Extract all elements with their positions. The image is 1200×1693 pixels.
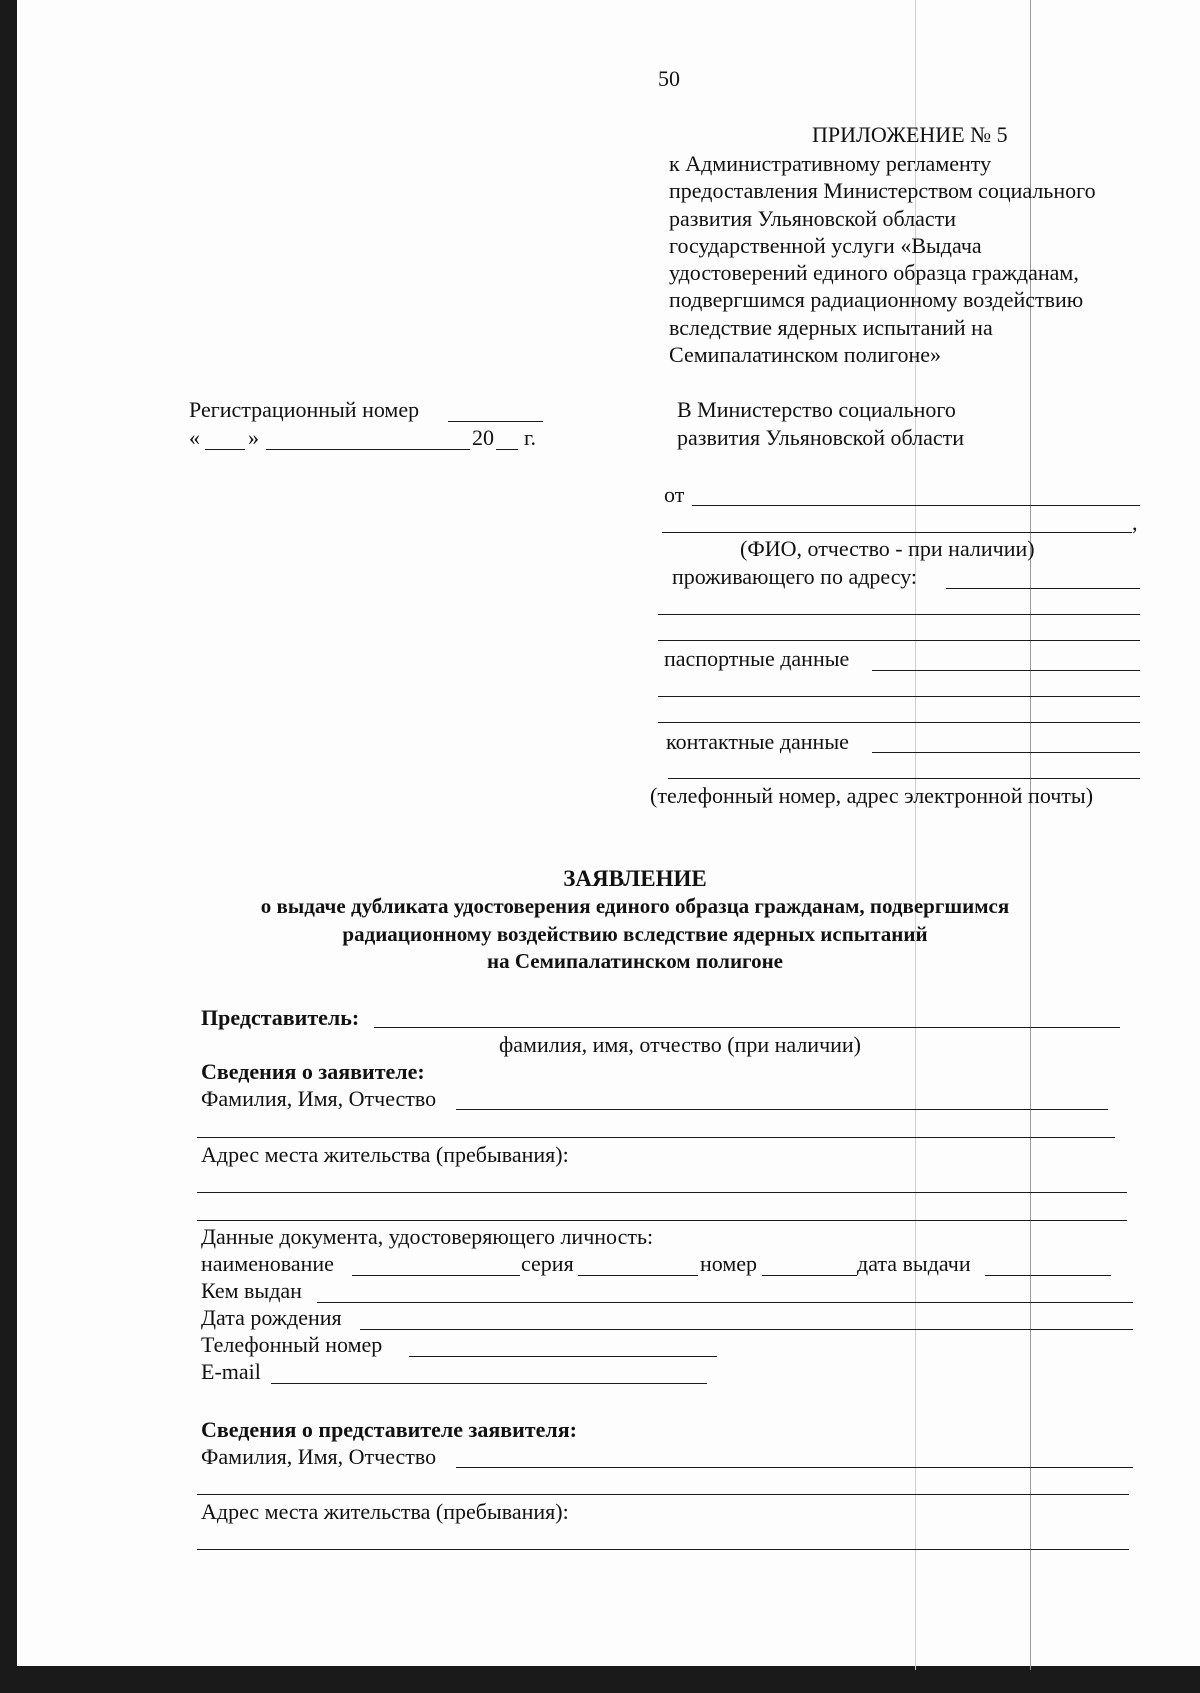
phone-field[interactable]: [409, 1356, 717, 1357]
registration-month-field[interactable]: [266, 449, 470, 450]
applicant-heading: Сведения о заявителе:: [201, 1059, 425, 1084]
doc-series-field[interactable]: [578, 1275, 698, 1276]
appendix-line: Семипалатинском полигоне»: [669, 342, 942, 368]
applicant-residence-field-line-2[interactable]: [197, 1220, 1127, 1221]
rep-fio-field[interactable]: [456, 1467, 1133, 1468]
doc-series-label: серия: [521, 1251, 574, 1276]
issued-by-label: Кем выдан: [201, 1278, 302, 1303]
passport-field-line-3[interactable]: [658, 722, 1140, 723]
email-label: E-mail: [201, 1359, 261, 1384]
registration-year-prefix: 20: [472, 425, 494, 450]
appendix-line: предоставления Министерством социального: [669, 178, 1096, 204]
doc-name-label: наименование: [201, 1251, 334, 1276]
from-field-line-2[interactable]: [662, 532, 1132, 533]
statement-title: ЗАЯВЛЕНИЕ: [563, 866, 707, 891]
representative-field[interactable]: [374, 1027, 1120, 1028]
addressee-line-1: В Министерство социального: [677, 397, 956, 422]
registration-day-field[interactable]: [205, 449, 245, 450]
applicant-fio-field-line-2[interactable]: [197, 1137, 1115, 1138]
appendix-title: ПРИЛОЖЕНИЕ № 5: [812, 122, 1008, 147]
addressee-line-2: развития Ульяновской области: [677, 425, 965, 450]
contacts-field-line-2[interactable]: [668, 778, 1140, 779]
appendix-line: подвергшимся радиационному воздействию: [669, 287, 1084, 313]
passport-field-line-2[interactable]: [658, 696, 1140, 697]
registration-number-label: Регистрационный номер: [189, 397, 420, 422]
appendix-text: [669, 150, 1096, 368]
address-field-line-2[interactable]: [658, 614, 1140, 615]
applicant-residence-field[interactable]: [197, 1192, 1127, 1193]
issued-by-field[interactable]: [317, 1302, 1133, 1303]
scan-border-bottom: [0, 1666, 1200, 1693]
appendix-line: удостоверений единого образца гражданам,: [669, 260, 1079, 286]
statement-subtitle-3: на Семипалатинском полигоне: [487, 949, 783, 973]
passport-label: паспортные данные: [664, 646, 850, 671]
contacts-label: контактные данные: [666, 729, 849, 754]
phone-label: Телефонный номер: [201, 1332, 383, 1357]
birth-date-label: Дата рождения: [201, 1305, 342, 1330]
doc-date-label: дата выдачи: [857, 1251, 971, 1276]
fio-hint: (ФИО, отчество - при наличии): [740, 536, 1035, 561]
rep-residence-field[interactable]: [197, 1549, 1129, 1550]
rep-fio-field-line-2[interactable]: [197, 1494, 1129, 1495]
address-field[interactable]: [946, 588, 1140, 589]
email-field[interactable]: [271, 1383, 707, 1384]
appendix-line: к Административному регламенту: [669, 151, 992, 176]
doc-name-field[interactable]: [352, 1275, 520, 1276]
rep-residence-label: Адрес места жительства (пребывания):: [201, 1499, 569, 1524]
rep-heading: Сведения о представителе заявителя:: [201, 1417, 577, 1442]
registration-close-quote: »: [248, 425, 259, 450]
doc-number-field[interactable]: [762, 1275, 857, 1276]
doc-date-field[interactable]: [985, 1275, 1111, 1276]
representative-label: Представитель:: [201, 1005, 360, 1030]
appendix-line: развития Ульяновской области: [669, 205, 957, 231]
contacts-hint: (телефонный номер, адрес электронной почты): [650, 783, 1094, 808]
from-label: от: [664, 482, 685, 507]
applicant-fio-label: Фамилия, Имя, Отчество: [201, 1086, 437, 1111]
statement-subtitle-1: о выдаче дубликата удостоверения единого образца гражданам, подвергшимся: [260, 894, 1010, 918]
birth-date-field[interactable]: [360, 1329, 1133, 1330]
address-field-line-3[interactable]: [658, 640, 1140, 641]
applicant-fio-field[interactable]: [456, 1109, 1108, 1110]
id-doc-label: Данные документа, удостоверяющего личность:: [201, 1224, 654, 1249]
from-comma: ,: [1132, 510, 1138, 535]
registration-open-quote: «: [189, 425, 200, 450]
appendix-line: государственной услуги «Выдача: [669, 232, 982, 258]
statement-subtitle-2: радиационному воздействию вследствие ядерных испытаний: [342, 922, 928, 946]
registration-year-suffix: г.: [524, 425, 537, 450]
from-field[interactable]: [692, 505, 1140, 506]
address-label: проживающего по адресу:: [672, 564, 918, 589]
registration-number-field[interactable]: [448, 421, 543, 422]
appendix-line: вследствие ядерных испытаний на: [669, 314, 993, 340]
representative-hint: фамилия, имя, отчество (при наличии): [499, 1032, 862, 1057]
passport-field[interactable]: [872, 670, 1140, 671]
registration-year-field[interactable]: [496, 449, 518, 450]
rep-fio-label: Фамилия, Имя, Отчество: [201, 1444, 437, 1469]
doc-number-label: номер: [700, 1251, 758, 1276]
page-number: 50: [658, 66, 680, 91]
contacts-field[interactable]: [872, 752, 1140, 753]
applicant-residence-label: Адрес места жительства (пребывания):: [201, 1142, 569, 1167]
scan-border-left: [0, 0, 17, 1693]
